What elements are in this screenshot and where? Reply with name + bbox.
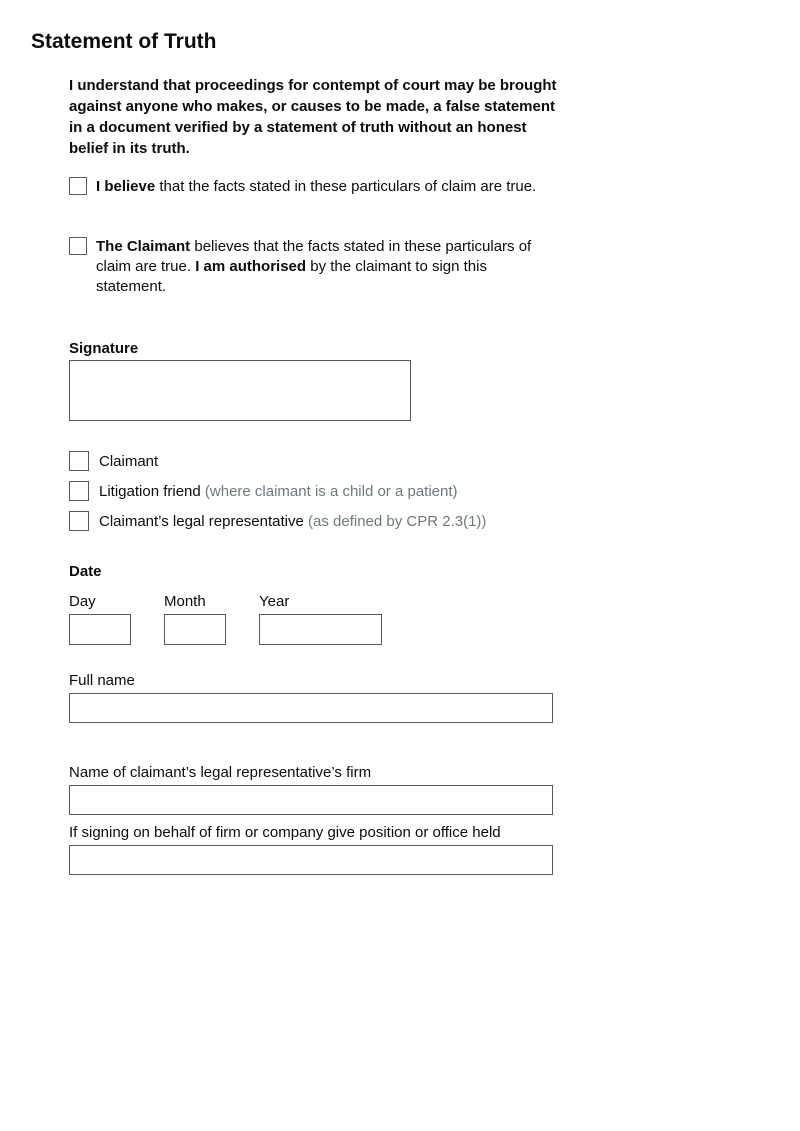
year-input[interactable]: [259, 614, 382, 645]
firm-name-input[interactable]: [69, 785, 553, 815]
claimant-checkbox[interactable]: [69, 451, 89, 471]
position-input[interactable]: [69, 845, 553, 875]
litigation-friend-checkbox[interactable]: [69, 481, 89, 501]
litigation-friend-label: Litigation friend (where claimant is a child or a patient): [99, 483, 458, 500]
signature-label: Signature: [69, 340, 139, 357]
firm-name-label: Name of claimant’s legal representative’s firm: [69, 764, 372, 781]
full-name-input[interactable]: [69, 693, 553, 723]
full-name-label: Full name: [69, 672, 135, 689]
statement-i-believe: [69, 177, 559, 197]
position-label: If signing on behalf of firm or company give position or office held: [69, 824, 501, 841]
day-input[interactable]: [69, 614, 131, 645]
month-label: Month: [164, 593, 206, 610]
claimant-label: Claimant: [99, 453, 159, 470]
page-title: Statement of Truth: [31, 30, 217, 53]
month-input[interactable]: [164, 614, 226, 645]
i-believe-checkbox[interactable]: [69, 177, 87, 195]
statement-claimant-believes: [69, 237, 559, 297]
date-label: Date: [69, 563, 102, 580]
signature-field[interactable]: [69, 360, 411, 421]
year-label: Year: [259, 593, 290, 610]
legal-representative-label: Claimant’s legal representative (as defined by CPR 2.3(1)): [99, 513, 487, 530]
claimant-believes-label: The Claimant believes that the facts stated in these particulars of claim are true. I am authorised by the claimant to sign this statement.: [96, 238, 532, 295]
legal-representative-checkbox[interactable]: [69, 511, 89, 531]
i-believe-label: I believe that the facts stated in these particulars of claim are true.: [96, 178, 537, 195]
claimant-believes-checkbox[interactable]: [69, 237, 87, 255]
day-label: Day: [69, 593, 96, 610]
statement-intro: I understand that proceedings for contempt of court may be brought against anyone who makes, or causes to be made, a false statement in a document verified by a statement of truth without an honest belief in its truth.: [69, 77, 557, 157]
